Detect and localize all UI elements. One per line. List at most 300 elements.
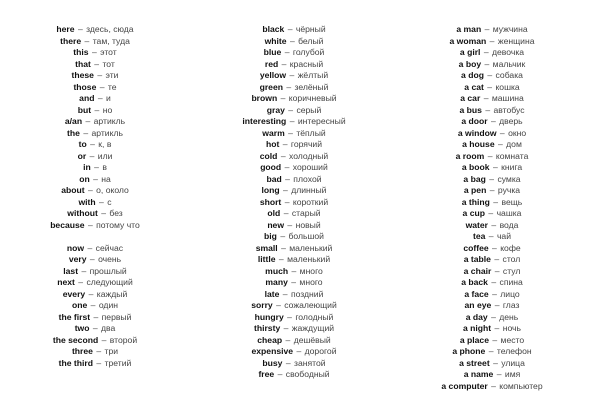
english-word: because bbox=[50, 219, 85, 230]
dash-separator: – bbox=[280, 93, 286, 103]
english-word: bad bbox=[266, 173, 282, 184]
dash-separator: – bbox=[283, 323, 289, 333]
vocabulary-entry bbox=[0, 300, 195, 312]
english-word: old bbox=[267, 208, 281, 218]
english-word: a room bbox=[455, 150, 485, 161]
russian-translation: сожалеющий bbox=[284, 300, 337, 310]
english-word: a phone bbox=[452, 346, 486, 356]
vocabulary-entry bbox=[0, 139, 195, 151]
russian-translation: два bbox=[101, 323, 116, 333]
dash-separator: – bbox=[78, 277, 84, 287]
russian-translation: о, около bbox=[96, 185, 129, 195]
english-word: there bbox=[60, 35, 82, 46]
vocabulary-entry bbox=[194, 289, 394, 301]
vocabulary-entry bbox=[392, 369, 591, 381]
russian-translation: вода bbox=[499, 219, 519, 230]
russian-translation: тёплый bbox=[296, 127, 326, 138]
dash-separator: – bbox=[93, 311, 99, 322]
english-word: a street bbox=[459, 357, 490, 368]
dash-separator: – bbox=[489, 173, 495, 184]
vocabulary-entry bbox=[194, 36, 394, 48]
russian-translation: жёлтый bbox=[297, 70, 329, 80]
dash-separator: – bbox=[283, 185, 288, 195]
russian-translation: к, в bbox=[98, 139, 112, 149]
vocabulary-entry bbox=[194, 243, 394, 255]
russian-translation: первый bbox=[101, 311, 132, 322]
vocabulary-entry bbox=[0, 70, 195, 82]
dash-separator: – bbox=[283, 208, 289, 218]
russian-translation: дорогой bbox=[304, 346, 337, 356]
vocabulary-entry bbox=[392, 174, 591, 186]
russian-translation: стул bbox=[502, 265, 521, 276]
vocabulary-entry bbox=[194, 323, 394, 335]
dash-separator: – bbox=[280, 150, 286, 161]
english-word: a car bbox=[460, 93, 481, 103]
vocabulary-entry bbox=[194, 59, 394, 71]
english-word: a face bbox=[464, 288, 489, 299]
vocabulary-entry bbox=[392, 289, 591, 301]
english-word: on bbox=[79, 173, 90, 184]
vocabulary-entry bbox=[194, 300, 394, 312]
russian-translation: сумка bbox=[497, 173, 521, 184]
english-word: the first bbox=[58, 311, 91, 322]
english-word: three bbox=[71, 346, 93, 356]
vocabulary-entry bbox=[0, 254, 195, 266]
vocabulary-entry bbox=[392, 323, 591, 335]
russian-translation: красный bbox=[289, 58, 324, 69]
vocabulary-entry bbox=[0, 116, 195, 128]
dash-separator: – bbox=[87, 219, 93, 230]
dash-separator: – bbox=[489, 35, 495, 46]
vocabulary-entry bbox=[194, 24, 394, 36]
russian-translation: спина bbox=[499, 277, 523, 287]
english-word: black bbox=[262, 24, 285, 34]
english-word: free bbox=[258, 369, 275, 379]
dash-separator: – bbox=[280, 231, 286, 241]
russian-translation: сейчас bbox=[95, 242, 124, 253]
dash-separator: – bbox=[85, 116, 91, 126]
russian-translation: один bbox=[98, 300, 118, 310]
russian-translation: много bbox=[299, 265, 323, 276]
dash-separator: – bbox=[284, 196, 290, 207]
english-word: coffee bbox=[463, 242, 489, 253]
dash-separator: – bbox=[492, 162, 498, 172]
dash-separator: – bbox=[287, 219, 293, 230]
vocabulary-entry bbox=[194, 82, 394, 94]
vocabulary-entry bbox=[392, 162, 591, 174]
russian-translation: машина bbox=[491, 93, 524, 103]
vocabulary-entry bbox=[392, 335, 591, 347]
vocabulary-entry bbox=[194, 197, 394, 209]
russian-translation: второй bbox=[109, 334, 138, 345]
english-word: a door bbox=[461, 116, 488, 126]
dash-separator: – bbox=[101, 208, 106, 218]
russian-translation: глаз bbox=[502, 300, 520, 310]
english-word: last bbox=[63, 265, 79, 276]
dash-separator: – bbox=[282, 139, 288, 149]
dash-separator: – bbox=[484, 58, 490, 69]
vocabulary-entry bbox=[194, 151, 394, 163]
russian-translation: автобус bbox=[493, 104, 525, 115]
russian-translation: кошка bbox=[495, 81, 520, 92]
russian-translation: чёрный bbox=[295, 24, 326, 34]
dash-separator: – bbox=[285, 173, 290, 184]
vocabulary-entry bbox=[392, 231, 591, 243]
dash-separator: – bbox=[494, 254, 500, 264]
vocabulary-entry bbox=[392, 243, 591, 255]
english-word: long bbox=[261, 185, 280, 195]
dash-separator: – bbox=[488, 231, 494, 241]
english-word: without bbox=[67, 208, 98, 218]
vocabulary-entry bbox=[0, 312, 195, 324]
english-word: that bbox=[75, 58, 91, 69]
russian-translation: потому что bbox=[96, 219, 140, 230]
russian-translation: чай bbox=[496, 231, 512, 241]
english-word: a name bbox=[463, 369, 494, 379]
english-word: now bbox=[66, 242, 85, 253]
english-word: much bbox=[265, 265, 289, 276]
english-word: about bbox=[61, 185, 85, 195]
english-word: every bbox=[62, 288, 86, 299]
vocabulary-entry bbox=[392, 197, 591, 209]
dash-separator: – bbox=[276, 300, 281, 310]
russian-translation: старый bbox=[291, 208, 321, 218]
english-word: in bbox=[83, 162, 91, 172]
english-word: many bbox=[265, 277, 288, 287]
dash-separator: – bbox=[488, 208, 494, 218]
russian-translation: женщина bbox=[497, 35, 535, 46]
dash-separator: – bbox=[493, 196, 499, 207]
dash-separator: – bbox=[488, 346, 494, 356]
dash-separator: – bbox=[97, 93, 103, 103]
english-word: tea bbox=[472, 231, 486, 241]
russian-translation: те bbox=[107, 81, 117, 92]
dash-separator: – bbox=[284, 162, 290, 172]
vocabulary-entry bbox=[392, 300, 591, 312]
english-word: a/an bbox=[64, 116, 83, 126]
dash-separator: – bbox=[291, 277, 297, 287]
vocabulary-entry bbox=[194, 128, 394, 140]
english-word: a pen bbox=[463, 185, 487, 195]
vocabulary-entry bbox=[392, 254, 591, 266]
vocabulary-entry bbox=[194, 139, 394, 151]
english-word: new bbox=[267, 219, 285, 230]
vocabulary-entry bbox=[392, 24, 591, 36]
english-word: white bbox=[264, 35, 287, 46]
russian-translation: кофе bbox=[500, 242, 521, 253]
russian-translation: книга bbox=[501, 162, 523, 172]
russian-translation: очень bbox=[98, 254, 122, 264]
vocabulary-entry bbox=[392, 185, 591, 197]
english-word: a cup bbox=[462, 208, 485, 218]
english-word: the second bbox=[52, 334, 99, 345]
dash-separator: – bbox=[493, 357, 498, 368]
vocabulary-entry bbox=[0, 151, 195, 163]
vocabulary-entry bbox=[0, 266, 195, 278]
english-word: sorry bbox=[251, 300, 273, 310]
russian-translation: ручка bbox=[497, 185, 521, 195]
vocabulary-entry bbox=[0, 277, 195, 289]
russian-translation: дешёвый bbox=[293, 334, 331, 345]
russian-translation: голубой bbox=[292, 47, 325, 57]
vocabulary-entry bbox=[0, 197, 195, 209]
vocabulary-entry bbox=[0, 289, 195, 301]
russian-translation: телефон bbox=[496, 346, 532, 356]
english-word: busy bbox=[262, 357, 283, 368]
russian-translation: эти bbox=[105, 70, 119, 80]
vocabulary-entry bbox=[392, 220, 591, 232]
russian-translation: имя bbox=[504, 369, 521, 379]
english-word: an eye bbox=[464, 300, 492, 310]
english-word: hot bbox=[265, 139, 280, 149]
dash-separator: – bbox=[91, 47, 97, 57]
english-word: a dog bbox=[461, 70, 484, 80]
vocabulary-column-1 bbox=[0, 24, 195, 369]
vocabulary-entry bbox=[392, 208, 591, 220]
english-word: a chair bbox=[463, 265, 492, 276]
english-word: those bbox=[73, 81, 97, 92]
russian-translation: горячий bbox=[290, 139, 323, 149]
english-word: a window bbox=[457, 127, 497, 138]
vocabulary-entry bbox=[194, 335, 394, 347]
vocabulary-entry bbox=[194, 174, 394, 186]
russian-translation: маленький bbox=[287, 254, 331, 264]
dash-separator: – bbox=[99, 196, 104, 207]
dash-separator: – bbox=[285, 357, 291, 368]
dash-separator: – bbox=[84, 35, 90, 46]
russian-translation: компьютер bbox=[499, 380, 543, 391]
english-word: warm bbox=[262, 127, 285, 138]
russian-translation: или bbox=[97, 150, 113, 161]
russian-translation: свободный bbox=[285, 369, 330, 379]
russian-translation: лицо bbox=[500, 288, 520, 299]
english-word: here bbox=[56, 24, 75, 34]
dash-separator: – bbox=[94, 58, 100, 69]
vocabulary-entry bbox=[0, 335, 195, 347]
dash-separator: – bbox=[492, 242, 497, 253]
vocabulary-entry bbox=[194, 231, 394, 243]
dash-separator: – bbox=[491, 380, 496, 391]
russian-translation: мужчина bbox=[492, 24, 528, 34]
russian-translation: жаждущий bbox=[291, 323, 335, 333]
russian-translation: три bbox=[104, 346, 119, 356]
english-word: late bbox=[264, 288, 280, 299]
english-word: a girl bbox=[459, 47, 481, 57]
russian-translation: место bbox=[500, 334, 525, 345]
vocabulary-entry bbox=[0, 162, 195, 174]
dash-separator: – bbox=[94, 162, 99, 172]
russian-translation: следующий bbox=[86, 277, 133, 287]
dash-separator: – bbox=[92, 323, 98, 333]
vocabulary-column-3 bbox=[392, 24, 591, 392]
russian-translation: мальчик bbox=[492, 58, 526, 69]
english-word: big bbox=[264, 231, 277, 241]
dash-separator: – bbox=[487, 81, 493, 92]
dash-separator: – bbox=[287, 24, 293, 34]
english-word: red bbox=[264, 58, 279, 69]
english-word: cheap bbox=[257, 334, 283, 345]
vocabulary-entry bbox=[0, 208, 195, 220]
dash-separator: – bbox=[87, 185, 93, 195]
russian-translation: длинный bbox=[291, 185, 327, 195]
english-word: small bbox=[255, 242, 278, 253]
vocabulary-entry bbox=[194, 358, 394, 370]
english-word: water bbox=[465, 219, 489, 230]
english-word: yellow bbox=[259, 70, 287, 80]
vocabulary-entry bbox=[0, 323, 195, 335]
dash-separator: – bbox=[489, 185, 495, 195]
russian-translation: много bbox=[299, 277, 323, 287]
russian-translation: окно bbox=[508, 127, 527, 138]
vocabulary-entry bbox=[392, 70, 591, 82]
dash-separator: – bbox=[288, 104, 294, 115]
dash-separator: – bbox=[291, 265, 297, 276]
vocabulary-entry bbox=[194, 116, 394, 128]
dash-separator: – bbox=[496, 369, 502, 379]
vocabulary-entry bbox=[194, 220, 394, 232]
vocabulary-entry bbox=[194, 105, 394, 117]
english-word: good bbox=[260, 162, 282, 172]
dash-separator: – bbox=[494, 300, 500, 310]
english-word: to bbox=[78, 139, 87, 149]
russian-translation: девочка bbox=[492, 47, 525, 57]
english-word: a house bbox=[462, 139, 495, 149]
vocabulary-entry bbox=[0, 358, 195, 370]
dash-separator: – bbox=[277, 369, 283, 379]
russian-translation: без bbox=[109, 208, 123, 218]
russian-translation: холодный bbox=[289, 150, 329, 161]
english-word: green bbox=[259, 81, 283, 92]
english-word: but bbox=[77, 104, 92, 115]
vocabulary-column-2 bbox=[194, 24, 394, 381]
english-word: a place bbox=[459, 334, 489, 345]
vocabulary-entry bbox=[0, 93, 195, 105]
dash-separator: – bbox=[94, 104, 100, 115]
dash-separator: – bbox=[281, 242, 286, 253]
russian-translation: большой bbox=[288, 231, 324, 241]
vocabulary-entry bbox=[194, 277, 394, 289]
vocabulary-entry bbox=[392, 277, 591, 289]
vocabulary-entry bbox=[194, 369, 394, 381]
russian-translation: на bbox=[101, 173, 111, 184]
vocabulary-entry bbox=[194, 162, 394, 174]
russian-translation: каждый bbox=[96, 288, 128, 299]
russian-translation: новый bbox=[295, 219, 321, 230]
dash-separator: – bbox=[282, 288, 288, 299]
dash-separator: – bbox=[296, 346, 302, 356]
english-word: these bbox=[71, 70, 94, 80]
dash-separator: – bbox=[487, 70, 493, 80]
dash-separator: – bbox=[96, 346, 102, 356]
russian-translation: дверь bbox=[499, 116, 523, 126]
vocabulary-entry bbox=[392, 139, 591, 151]
dash-separator: – bbox=[491, 219, 497, 230]
russian-translation: в bbox=[102, 162, 107, 172]
dash-separator: – bbox=[278, 254, 284, 264]
russian-translation: короткий bbox=[292, 196, 329, 207]
vocabulary-entry bbox=[194, 254, 394, 266]
english-word: a woman bbox=[449, 35, 487, 46]
dash-separator: – bbox=[87, 242, 93, 253]
english-word: gray bbox=[266, 104, 285, 115]
english-word: a book bbox=[461, 162, 490, 172]
english-word: with bbox=[78, 196, 96, 207]
vocabulary-entry bbox=[392, 266, 591, 278]
dash-separator: – bbox=[284, 47, 290, 57]
vocabulary-entry bbox=[392, 93, 591, 105]
vocabulary-entry bbox=[392, 128, 591, 140]
dash-separator: – bbox=[96, 357, 102, 368]
russian-translation: день bbox=[499, 311, 519, 322]
vocabulary-entry bbox=[392, 47, 591, 59]
english-word: blue bbox=[263, 47, 282, 57]
english-word: little bbox=[257, 254, 276, 264]
russian-translation: маленький bbox=[289, 242, 333, 253]
dash-separator: – bbox=[494, 265, 500, 276]
english-word: a day bbox=[465, 311, 488, 322]
russian-translation: зелёный bbox=[294, 81, 329, 92]
russian-translation: но bbox=[102, 104, 113, 115]
dash-separator: – bbox=[286, 81, 292, 92]
russian-translation: артикль bbox=[93, 116, 126, 126]
english-word: very bbox=[68, 254, 87, 264]
russian-translation: комната bbox=[495, 150, 529, 161]
dash-separator: – bbox=[90, 300, 96, 310]
vocabulary-entry bbox=[392, 82, 591, 94]
english-word: hungry bbox=[254, 311, 284, 322]
dash-separator: – bbox=[494, 323, 500, 333]
english-word: expensive bbox=[251, 346, 294, 356]
russian-translation: поздний bbox=[290, 288, 324, 299]
dash-separator: – bbox=[491, 311, 496, 322]
dash-separator: – bbox=[483, 93, 489, 103]
dash-separator: – bbox=[93, 173, 98, 184]
russian-translation: улица bbox=[501, 357, 525, 368]
russian-translation: третий bbox=[104, 357, 132, 368]
vocabulary-entry bbox=[0, 185, 195, 197]
dash-separator: – bbox=[90, 139, 95, 149]
russian-translation: чашка bbox=[496, 208, 522, 218]
dash-separator: – bbox=[287, 311, 292, 322]
dash-separator: – bbox=[288, 127, 293, 138]
dash-separator: – bbox=[485, 104, 491, 115]
dash-separator: – bbox=[499, 127, 505, 138]
english-word: next bbox=[57, 277, 75, 287]
vocabulary-entry bbox=[194, 266, 394, 278]
vocabulary-entry bbox=[0, 346, 195, 358]
vocabulary-entry bbox=[392, 312, 591, 324]
russian-translation: прошлый bbox=[89, 265, 127, 276]
vocabulary-entry bbox=[0, 128, 195, 140]
english-word: a computer bbox=[441, 380, 488, 391]
english-word: the third bbox=[58, 357, 94, 368]
dash-separator: – bbox=[281, 58, 287, 69]
dash-separator: – bbox=[498, 139, 503, 149]
vocabulary-entry bbox=[194, 70, 394, 82]
english-word: a bus bbox=[459, 104, 482, 115]
english-word: a man bbox=[456, 24, 482, 34]
vocabulary-entry bbox=[0, 82, 195, 94]
dash-separator: – bbox=[89, 150, 95, 161]
vocabulary-entry bbox=[194, 312, 394, 324]
vocabulary-entry bbox=[392, 116, 591, 128]
dash-separator: – bbox=[101, 334, 107, 345]
vocabulary-entry bbox=[194, 47, 394, 59]
english-word: interesting bbox=[242, 116, 287, 126]
english-word: one bbox=[72, 300, 88, 310]
english-word: thirsty bbox=[253, 323, 281, 333]
russian-translation: стол bbox=[502, 254, 521, 264]
